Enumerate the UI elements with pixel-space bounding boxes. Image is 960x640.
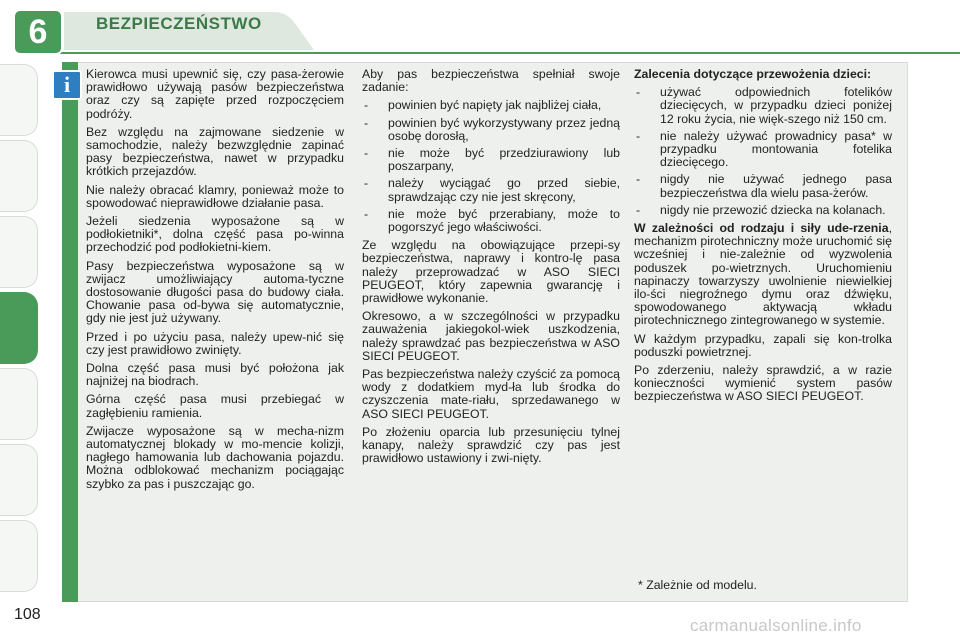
paragraph: Kierowca musi upewnić się, czy pasa-żerowie prawidłowo używają pasów bezpieczeństwa oraz czy są zapięte przed rozpoczęciem podróży.	[86, 67, 344, 121]
footnote: * Zależnie od modelu.	[638, 578, 757, 592]
list-item-text: używać odpowiednich fotelików dziecięcych, w przypadku dzieci poniżej 12 roku życia, nie więk-szego niż 150 cm.	[660, 85, 892, 126]
child-safety-list	[634, 86, 892, 217]
list-item-text: powinien być wykorzystywany przez jedną osobę dorosłą,	[388, 115, 620, 143]
paragraph-rest: , mechanizm pirotechniczny może uruchomić się wcześniej i nie-zależnie od wyzwolenia poduszek po-wietrznych. Uruchomieniu napinaczy towarzyszy uwolnienie niewielkiej ilo-ści niegroźnego dymu oraz dźwięku, spowodowanego aktywacją wkładu pirotechnicznego zintegrowanego w systemie.	[634, 221, 892, 328]
paragraph: Dolna część pasa musi być położona jak najniżej na biodrach.	[86, 361, 344, 389]
paragraph: Po zderzeniu, należy sprawdzić, a w razie konieczności wymienić system pasów bezpieczeństwa w ASO SIECI PEUGEOT.	[634, 363, 892, 404]
paragraph: Pas bezpieczeństwa należy czyścić za pomocą wody z dodatkiem myd-ła lub środka do czyszczenia mate-riału, sprzedawanego w ASO SIECI PEUGEOT.	[362, 367, 620, 421]
watermark: carmanualsonline.info	[690, 616, 862, 635]
text-column-2	[362, 68, 620, 470]
bullet-dash: -	[364, 176, 369, 191]
list-item-text: powinien być napięty jak najbliżej ciała,	[388, 98, 602, 113]
paragraph: Jeżeli siedzenia wyposażone są w podłokietniki*, dolna część pasa po-winna przechodzić pod podłokietni-kiem.	[86, 214, 344, 255]
bullet-dash: -	[364, 146, 369, 161]
list-item	[362, 208, 620, 234]
list-item	[634, 86, 892, 126]
paragraph: W każdym przypadku, zapali się kon-trolka poduszki powietrznej.	[634, 331, 892, 359]
page-number: 108	[14, 606, 41, 623]
bullet-dash: -	[636, 202, 641, 217]
panel-accent-strip	[62, 62, 78, 602]
chapter-tab-6-active[interactable]	[0, 292, 38, 364]
section-heading: Zalecenia dotyczące przewożenia dzieci:	[634, 67, 872, 81]
text-column-1	[86, 68, 344, 496]
requirements-list	[362, 99, 620, 234]
chapter-tab-3[interactable]	[0, 216, 38, 288]
bullet-dash: -	[364, 115, 369, 130]
paragraph: Zwijacze wyposażone są w mecha-nizm automatycznej blokady w mo-mencie kolizji, nagłego hamowania lub dachowania pojazdu. Można odblokować mechanizm pociągając szybko za pas i puszczając go.	[86, 423, 344, 491]
list-item-text: należy wyciągać go przed siebie, sprawdzając czy nie jest skręcony,	[388, 176, 620, 204]
list-item	[634, 130, 892, 170]
list-item	[634, 173, 892, 199]
bold-lead: W zależności od rodzaju i siły ude-rzenia	[634, 221, 889, 236]
chapter-tab-8[interactable]	[0, 444, 38, 516]
chapter-tab-1[interactable]	[0, 64, 38, 136]
info-icon-letter: i	[63, 72, 71, 97]
list-item-text: nie może być przedziurawiony lub poszarpany,	[388, 146, 620, 174]
list-item	[362, 99, 620, 112]
paragraph: Przed i po użyciu pasa, należy upew-nić się czy jest prawidłowo zwinięty.	[86, 329, 344, 357]
pyrotechnic-paragraph	[634, 222, 892, 328]
paragraph: Pasy bezpieczeństwa wyposażone są w zwijacz umożliwiający automa-tyczne dostosowanie długości pasa do budowy ciała. Chowanie pasa od-bywa się automatycznie, gdy nie jest już używany.	[86, 258, 344, 326]
list-item	[362, 117, 620, 143]
bullet-dash: -	[364, 206, 369, 221]
paragraph: Bez względu na zajmowane siedzenie w samochodzie, należy bezwzględnie zapinać pasy bezpieczeństwa, nawet w przypadku krótkich przejazdów.	[86, 124, 344, 179]
bullet-dash: -	[636, 172, 641, 187]
paragraph: Ze względu na obowiązujące przepi-sy bezpieczeństwa, naprawy i kontro-lę pasa należy przeprowadzać w ASO SIECI PEUGEOT, który zapewnia gwarancję i prawidłowe wykonanie.	[362, 238, 620, 306]
paragraph: Górna część pasa musi przebiegać w zagłębieniu ramienia.	[86, 392, 344, 420]
bullet-dash: -	[636, 128, 641, 143]
list-item-text: nie należy używać prowadnicy pasa* w przypadku montowania fotelika dziecięcego.	[660, 128, 892, 170]
intro-paragraph: Aby pas bezpieczeństwa spełniał swoje zadanie:	[362, 67, 620, 95]
list-item	[362, 177, 620, 203]
paragraph: Po złożeniu oparcia lub przesunięciu tylnej kanapy, należy sprawdzić czy pas jest prawidłowo ustawiony i zwi-nięty.	[362, 424, 620, 466]
list-item-text: nie może być przerabiany, może to pogorszyć jego właściwości.	[388, 206, 620, 235]
paragraph: Okresowo, a w szczególności w przypadku zauważenia jakiegokol-wiek uszkodzenia, należy sprawdzać pas bezpieczeństwa w ASO SIECI PEUGEOT.	[362, 309, 620, 363]
page-title: BEZPIECZEŃSTWO	[96, 14, 262, 33]
chapter-number: 6	[28, 13, 48, 51]
header-divider	[44, 52, 960, 54]
list-item	[634, 204, 892, 217]
paragraph: Nie należy obracać klamry, ponieważ może to spowodować nieprawidłowe działanie pasa.	[86, 182, 344, 210]
chapter-tab-2[interactable]	[0, 140, 38, 212]
text-column-3	[634, 68, 892, 409]
list-item-text: nigdy nie używać jednego pasa bezpieczeństwa dla wielu pasa-żerów.	[660, 172, 892, 200]
chapter-tab-7[interactable]	[0, 368, 38, 440]
list-item-text: nigdy nie przewozić dziecka na kolanach.	[660, 202, 886, 217]
list-item	[362, 147, 620, 173]
chapter-tab-9[interactable]	[0, 520, 38, 592]
bullet-dash: -	[636, 85, 641, 100]
info-icon	[52, 70, 82, 100]
bullet-dash: -	[364, 98, 369, 113]
